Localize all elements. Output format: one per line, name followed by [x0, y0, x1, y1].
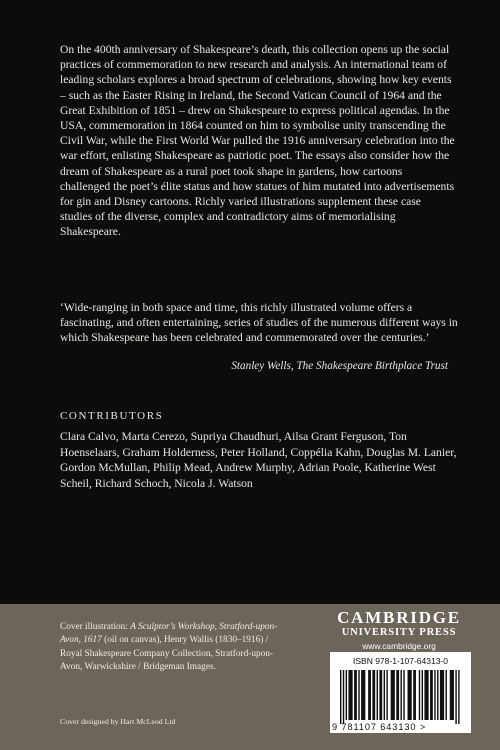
cover-designer-credit: Cover designed by Hart McLeod Ltd — [60, 717, 176, 726]
publisher-logo — [330, 609, 468, 651]
cover-illustration-credit — [60, 621, 288, 674]
barcode-bar — [368, 670, 371, 720]
barcode-bar — [455, 670, 456, 724]
barcode-bar — [377, 670, 378, 720]
barcode-bars — [340, 670, 461, 724]
credit-artwork-title: A Sculptor’s Workshop, Stratford-upon-Avon, 1617 — [60, 622, 278, 646]
barcode-bar — [450, 670, 454, 720]
barcode-bar — [361, 670, 365, 720]
barcode-bar — [348, 670, 352, 720]
barcode-digit-string: 9 781107 643130 — [332, 722, 417, 732]
barcode-bar — [430, 670, 433, 720]
endorsement-quote: ‘Wide-ranging in both space and time, this richly illustrated volume offers a fascinating, and often entertaining, series of studies of the numerous different ways in which Shakespeare has been celebrated and commemorated over the centuries.’ — [60, 301, 458, 345]
barcode-bar — [440, 670, 444, 720]
barcode-bar — [403, 670, 404, 720]
barcode-bar — [372, 670, 375, 720]
publisher-subname: UNIVERSITY PRESS — [341, 627, 457, 638]
barcode-bar — [346, 670, 347, 720]
barcode-bar — [424, 670, 428, 720]
barcode-bar — [343, 670, 344, 724]
barcode-addon-mark: > — [419, 722, 427, 732]
barcode-bar — [379, 670, 382, 720]
barcode-bar — [396, 670, 399, 720]
barcode-bar — [422, 670, 423, 720]
barcode-bar — [419, 670, 420, 720]
bottom-band — [0, 604, 500, 750]
barcode-digits — [332, 722, 469, 732]
barcode-bar — [340, 670, 341, 724]
publisher-name: CAMBRIDGE — [337, 608, 461, 627]
publisher-website: www.cambridge.org — [362, 641, 436, 651]
book-description: On the 400th anniversary of Shakespeare’s death, this collection opens up the social practices of commemoration to new research and analysis. An international team of leading scholars explores a broad spectrum of celebrations, showing how key events – such as the Easter Rising in Ireland, the Second Vatican Council of 1964 and the Great Exhibition of 1851 – drew on Shakespeare to express political agendas. In the USA, commemoration in 1864 counted on him to symbolise unity transcending the Civil War, while the First World War pulled the 1916 anniversary celebration into the war effort, enlisting Shakespeare as patriotic poet. The essays also consider how the dream of Shakespeare as a rural poet took shape in gardens, how cartoons challenged the poet’s élite status and how statues of him mutated into advertisements for gin and Disney cartoons. Richly varied illustrations supplement these case studies of the diverse, complex and contradictory aims of memorialising Shakespeare. — [60, 43, 455, 239]
barcode-bar — [391, 670, 395, 720]
barcode-bar — [354, 670, 357, 720]
isbn-label: ISBN 978-1-107-64313-0 — [353, 656, 448, 666]
contributors-heading: CONTRIBUTORS — [60, 410, 164, 422]
barcode-bar — [408, 670, 412, 720]
endorsement-attribution: Stanley Wells, The Shakespeare Birthplace Trust — [231, 360, 448, 372]
barcode-bar — [401, 670, 402, 720]
credit-prefix: Cover illustration: — [60, 622, 131, 632]
barcode-bar — [437, 670, 438, 720]
contributors-list: Clara Calvo, Marta Cerezo, Supriya Chaudhuri, Ailsa Grant Ferguson, Ton Hoenselaars, Graham Holderness, Peter Holland, Coppélia Kahn, Douglas M. Lanier, Gordon McMullan, Philip Mead, Andrew Murphy, Adrian Poole, Katherine West Scheil, Richard Schoch, Nicola J. Watson — [60, 430, 457, 490]
barcode-bar — [446, 670, 447, 720]
barcode-bar — [413, 670, 416, 720]
barcode-bar — [386, 670, 387, 720]
barcode-bar — [458, 670, 459, 724]
barcode-bar — [384, 670, 385, 720]
isbn-barcode — [330, 652, 471, 733]
credit-details: (oil on canvas), Henry Wallis (1830–1916) / Royal Shakespeare Company Collection, Stratford-upon-Avon, Warwickshire / Bridgeman Images. — [60, 635, 274, 672]
barcode-bar — [434, 670, 435, 720]
barcode-bar — [358, 670, 359, 720]
